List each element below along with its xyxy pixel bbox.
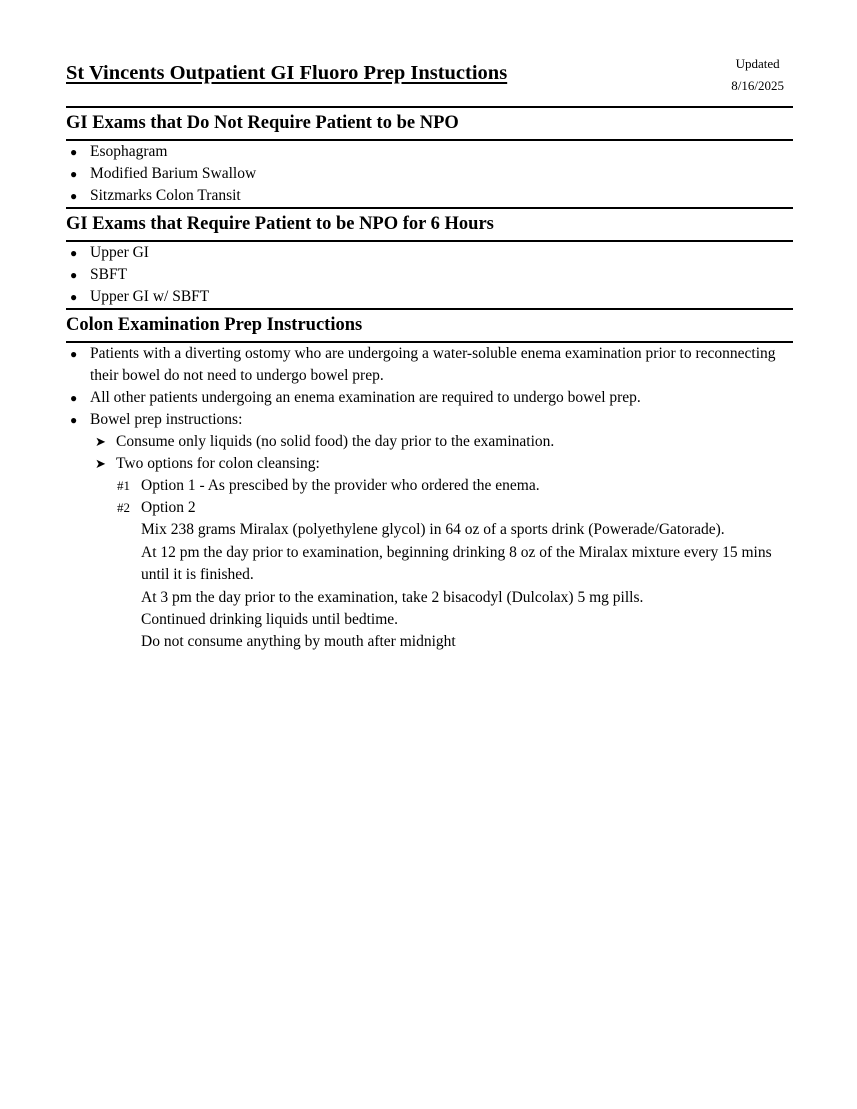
section-header-colon-prep	[66, 308, 793, 343]
exam-list-no-npo	[66, 141, 793, 207]
list-item-text: Upper GI w/ SBFT	[90, 288, 210, 305]
option-text: Option 1 - As prescibed by the provider who ordered the enema.	[141, 477, 540, 494]
section-header-npo-6-hours	[66, 207, 793, 242]
sub-item-text: Two options for colon cleansing:	[116, 455, 320, 472]
arrow-bullet-icon: ➤	[95, 456, 106, 471]
list-item	[66, 185, 793, 207]
list-item	[66, 343, 793, 387]
option-2-detail: Do not consume anything by mouth after midnight	[141, 633, 456, 650]
list-item	[66, 163, 793, 185]
bullet-icon: ●	[70, 290, 78, 304]
document-header	[66, 0, 793, 106]
list-item	[66, 264, 793, 286]
section-heading: GI Exams that Do Not Require Patient to be NPO	[66, 113, 459, 133]
option-2-detail: Mix 238 grams Miralax (polyethylene glycol) in 64 oz of a sports drink (Powerade/Gatorade).	[141, 521, 725, 538]
list-item-text: Modified Barium Swallow	[90, 165, 257, 182]
cleansing-option	[66, 475, 793, 497]
exam-list-npo	[66, 242, 793, 308]
updated-stamp	[731, 53, 784, 97]
option-text: Option 2	[141, 499, 196, 516]
option-2-detail: At 3 pm the day prior to the examination, take 2 bisacodyl (Dulcolax) 5 mg pills.	[141, 589, 644, 606]
bullet-icon: ●	[70, 246, 78, 260]
list-item	[66, 409, 793, 431]
bullet-icon: ●	[70, 189, 78, 203]
bullet-icon: ●	[70, 145, 78, 159]
colon-prep-list	[66, 343, 793, 431]
bullet-icon: ●	[70, 167, 78, 181]
bullet-icon: ●	[70, 347, 78, 361]
list-item-text: Upper GI	[90, 244, 149, 261]
document-page	[66, 0, 793, 653]
section-heading: GI Exams that Require Patient to be NPO for 6 Hours	[66, 214, 494, 234]
list-item	[66, 242, 793, 264]
option-number: #1	[117, 478, 130, 493]
option-2-detail: At 12 pm the day prior to examination, beginning drinking 8 oz of the Miralax mixture every 15 mins until it is finished.	[141, 544, 772, 583]
updated-date: 8/16/2025	[731, 78, 784, 93]
cleansing-option	[66, 497, 793, 519]
bullet-icon: ●	[70, 268, 78, 282]
arrow-bullet-icon: ➤	[95, 434, 106, 449]
bullet-icon: ●	[70, 391, 78, 405]
list-item-text: Patients with a diverting ostomy who are undergoing a water-soluble enema examination prior to reconnecting their bowel do not need to undergo bowel prep.	[90, 345, 776, 384]
list-item	[66, 141, 793, 163]
list-item-text: All other patients undergoing an enema examination are required to undergo bowel prep.	[90, 389, 641, 406]
option-number: #2	[117, 500, 130, 515]
section-heading: Colon Examination Prep Instructions	[66, 315, 363, 335]
list-item-text: Esophagram	[90, 143, 168, 160]
list-item-text: Bowel prep instructions:	[90, 411, 243, 428]
document-title: St Vincents Outpatient GI Fluoro Prep Instuctions	[66, 62, 508, 84]
list-item	[66, 286, 793, 308]
bullet-icon: ●	[70, 413, 78, 427]
prep-sub-item	[66, 431, 793, 453]
prep-sub-item	[66, 453, 793, 475]
sub-item-text: Consume only liquids (no solid food) the day prior to the examination.	[116, 433, 555, 450]
list-item-text: Sitzmarks Colon Transit	[90, 187, 241, 204]
list-item	[66, 387, 793, 409]
section-header-no-npo	[66, 106, 793, 141]
updated-label: Updated	[735, 56, 780, 71]
option-2-detail: Continued drinking liquids until bedtime.	[141, 611, 399, 628]
list-item-text: SBFT	[90, 266, 128, 283]
